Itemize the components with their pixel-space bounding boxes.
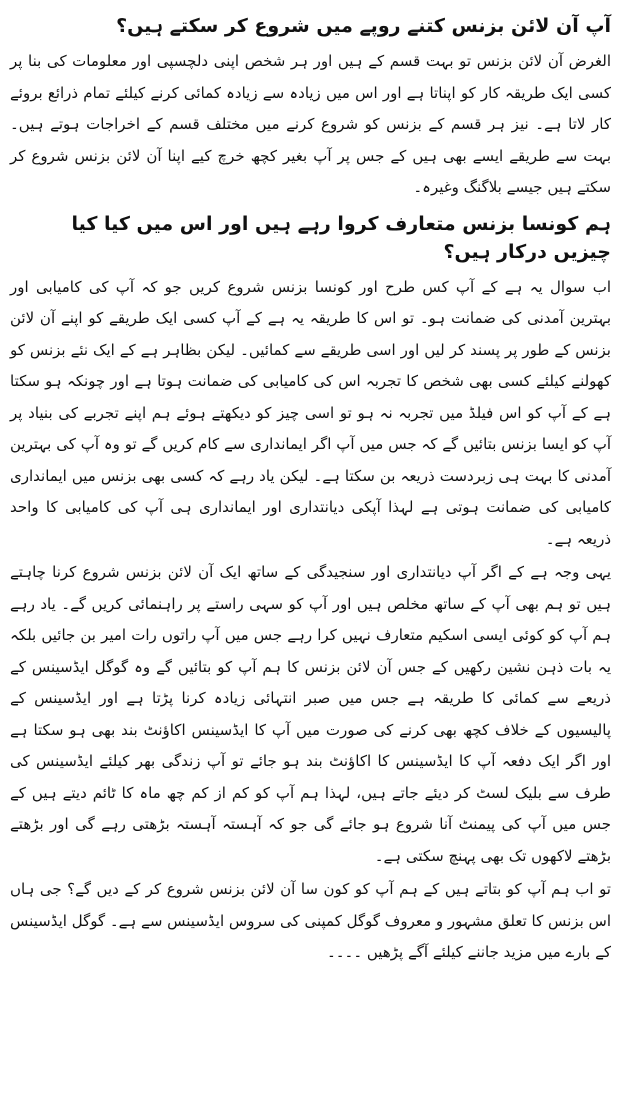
paragraph-conclusion	[10, 874, 611, 969]
heading-online-business-cost: آپ آن لائن بزنس کتنے روپے میں شروع کر سکتے ہیں؟	[116, 15, 611, 37]
heading-which-business: ہم کونسا بزنس متعارف کروا رہے ہیں اور اس میں کیا کیا چیزیں درکار ہیں؟	[71, 212, 611, 263]
paragraph-honesty-adsense: یہی وجہ ہے کے اگر آپ دیانتداری اور سنجیدگی کے ساتھ ایک آن لائن بزنس شروع کرنا چاہتے ہیں تو ہم بھی آپ کے ساتھ مخلص ہیں اور آپ کو سہی راستے پر راہنمائی کریں گے۔ یاد رہے ہم آپ کو کوئی ایسی اسکیم متعارف نہیں کرا رہے جس میں آپ راتوں رات امیر بن جائیں بلکہ یہ بات ذہن نشین رکھیں کے جس آن لائن بزنس کا ہم آپ کو بتائیں گے وہ گوگل ایڈسینس کے ذریعے سے کمائی کا طریقہ ہے جس میں صبر انتہائی زیادہ کرنا پڑتا ہے اور ایڈسینس کے پالیسیوں کے خلاف کچھ بھی کرنے کی صورت میں آپ کا ایڈسینس اکاؤنٹ بند بھی ہو سکتا ہے اور اگر ایک دفعہ آپ کا ایڈسینس کا اکاؤنٹ بند ہو جائے تو آپ زندگی بھر کیلئے ایڈسینس کی طرف سے بلیک لسٹ کر دیئے جاتے ہیں، لہذا ہم آپ کو کم از کم چھ ماہ کا ٹائم دیتے ہیں کے جس میں آپ کی پیمنٹ آنا شروع ہو جائے گی جو کہ آہستہ آہستہ بڑھتی رہے گی اور بڑھتے بڑھتے لاکھوں تک بھی پہنچ سکتی ہے۔	[10, 563, 611, 865]
paragraph-intro: الغرض آن لائن بزنس تو بہت قسم کے ہیں اور ہر شخص اپنی دلچسپی اور معلومات کی بنا پر کسی ایک طریقہ کار کو اپناتا ہے اور اس میں زیادہ سے زیادہ کمائی کرنے کیلئے تمام ذرائع بروئے کار لاتا ہے۔ نیز ہر قسم کے بزنس کو شروع کرنے میں مختلف قسم کے اخراجات ہوتے ہیں۔ بہت سے طریقے ایسے بھی ہیں کے جس پر آپ بغیر کچھ خرچ کیے اپنا آن لائن بزنس شروع کر سکتے ہیں جیسے بلاگنگ وغیرہ۔	[10, 52, 611, 196]
paragraph-ellipsis: ۔۔۔۔	[326, 943, 363, 961]
paragraph-how-to-start: اب سوال یہ ہے کے آپ کس طرح اور کونسا بزنس شروع کریں جو کہ آپ کی کامیابی اور بہترین آمدنی کی ضمانت ہو۔ تو اس کا طریقہ یہ ہے کے آپ کسی ایک طریقے کو اپنے آن لائن بزنس کے طور پر پسند کر لیں اور اسی طریقے سے کمائیں۔ لیکن بظاہر ہے کے ایک نئے بزنس کو کھولنے کیلئے کسی بھی شخص کا تجربہ اس کی کامیابی کی ضمانت ہوتا ہے اور چونکہ ہو سکتا ہے کے آپ کو اس فیلڈ میں تجربہ نہ ہو تو اسی چیز کو دیکھتے ہوئے ہم اپنے تجربے کی بنیاد پر آپ کو ایسا بزنس بتائیں گے کہ جس میں آپ اگر ایمانداری سے کام کریں گے تو وہ آپ کی بہترین آمدنی کا بہت ہی زبردست ذریعہ بن سکتا ہے۔ لیکن یاد رہے کہ کسی بھی بزنس میں ایمانداری کامیابی کی ضمانت ہوتی ہے لہذا آپکی دیانتداری اور ایمانداری ہی آپ کی کامیابی کا واحد ذریعہ ہے۔	[10, 277, 611, 548]
paragraph-conclusion-text: تو اب ہم آپ کو بتاتے ہیں کے ہم آپ کو کون سا آن لائن بزنس شروع کر کے دیں گے؟ جی ہاں اس بزنس کا تعلق مشہور و معروف گوگل کمپنی کی سروس ایڈسینس سے ہے۔ گوگل ایڈسینس کے بارے میں مزید جاننے کیلئے آگے پڑھیں	[10, 880, 611, 961]
